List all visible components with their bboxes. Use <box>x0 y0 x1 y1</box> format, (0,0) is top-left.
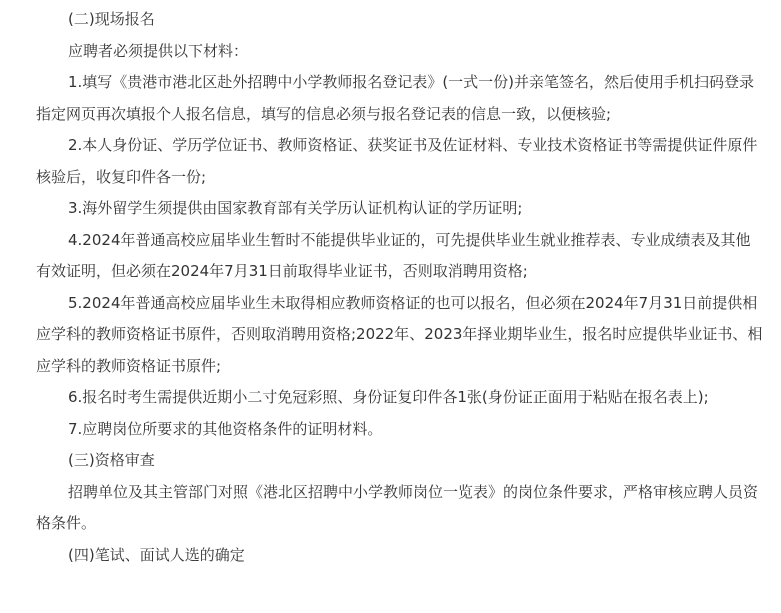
section-heading-qualification-review: (三)资格审查 <box>68 451 155 469</box>
requirement-item-1: 1.填写《贵港市港北区赴外招聘中小学教师报名登记表》(一式一份)并亲笔签名，然后使用手机扫码登录指定网页再次填报个人报名信息，填写的信息必须与报名登记表的信息一致，以便核验; <box>36 73 755 123</box>
section-heading-onsite-registration: (二)现场报名 <box>68 10 155 28</box>
qualification-review-text: 招聘单位及其主管部门对照《港北区招聘中小学教师岗位一览表》的岗位条件要求，严格审核应聘人员资格条件。 <box>36 482 759 532</box>
requirement-item-6: 6.报名时考生需提供近期小二寸免冠彩照、身份证复印件各1张(身份证正面用于粘贴在报名表上); <box>68 388 709 406</box>
section-heading-exam-candidates: (四)笔试、面试人选的确定 <box>68 545 245 564</box>
requirement-item-7: 7.应聘岗位所要求的其他资格条件的证明材料。 <box>68 419 383 438</box>
requirement-item-4: 4.2024年普通高校应届毕业生暂时不能提供毕业证的，可先提供毕业生就业推荐表、专业成绩表及其他有效证明，但必须在2024年7月31日前取得毕业证书，否则取消聘用资格; <box>36 230 751 280</box>
materials-intro: 应聘者必须提供以下材料： <box>68 41 249 60</box>
requirement-item-3: 3.海外留学生须提供由国家教育部有关学历认证机构认证的学历证明; <box>68 199 523 217</box>
requirement-item-5: 5.2024年普通高校应届毕业生未取得相应教师资格证的也可以报名，但必须在2024年7月31日前提供相应学科的教师资格证书原件，否则取消聘用资格;2022年、2023年择业期毕业生，报名时应提供毕业证书、相应学科的教师资格证书原件; <box>36 293 763 375</box>
requirement-item-2: 2.本人身份证、学历学位证书、教师资格证、获奖证书及佐证材料、专业技术资格证书等需提供证件原件核验后，收复印件各一份; <box>36 136 758 186</box>
